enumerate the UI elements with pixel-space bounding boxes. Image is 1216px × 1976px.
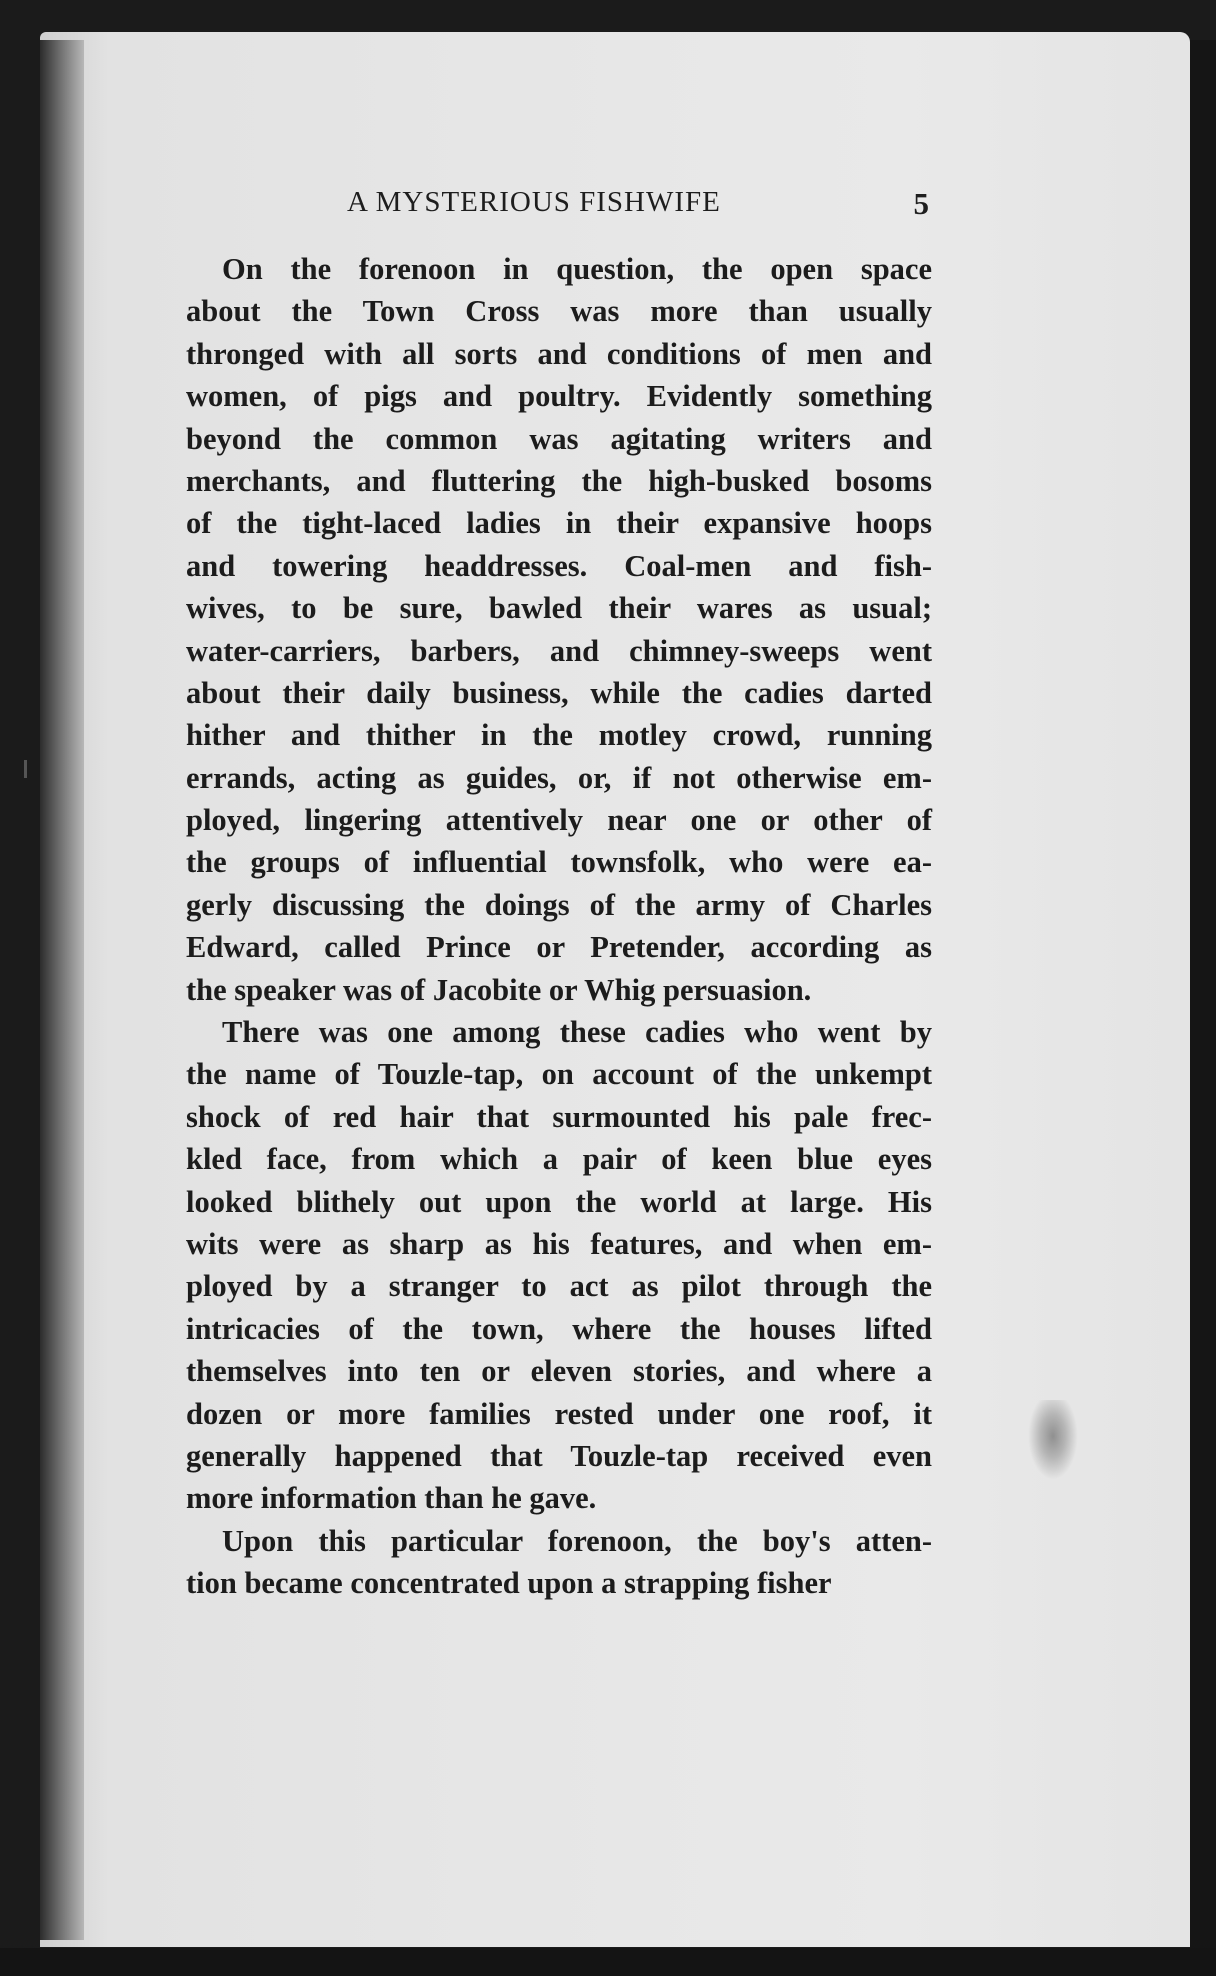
text-line: water-carriers, barbers, and chimney-sweeps went — [186, 633, 932, 668]
ink-smudge — [1028, 1400, 1078, 1480]
text-line: wives, to be sure, bawled their wares as usual; — [186, 591, 932, 626]
text-line: more information than he gave. — [186, 1481, 597, 1516]
text-line: generally happened that Touzle-tap received even — [186, 1438, 932, 1473]
text-line: and towering headdresses. Coal-men and fish- — [186, 548, 932, 583]
book-gutter — [40, 40, 84, 1940]
body-text — [186, 248, 932, 1605]
text-line: looked blithely out upon the world at large. His — [186, 1184, 932, 1219]
text-line: intricacies of the town, where the houses lifted — [186, 1311, 932, 1346]
paragraph — [186, 1520, 932, 1605]
scan-border-right — [1190, 40, 1216, 1976]
text-line: the name of Touzle-tap, on account of the unkempt — [186, 1057, 932, 1092]
running-head — [186, 186, 932, 230]
text-line: themselves into ten or eleven stories, and where a — [186, 1354, 932, 1389]
text-line: gerly discussing the doings of the army of Charles — [186, 887, 932, 922]
text-line: women, of pigs and poultry. Evidently something — [186, 379, 932, 414]
page-number: 5 — [913, 186, 930, 221]
text-line: of the tight-laced ladies in their expansive hoops — [186, 506, 932, 541]
text-line: the groups of influential townsfolk, who were ea- — [186, 845, 932, 880]
text-line: wits were as sharp as his features, and when em- — [186, 1226, 932, 1261]
text-line: shock of red hair that surmounted his pale frec- — [186, 1099, 932, 1134]
scan-border-bottom — [0, 1948, 1216, 1976]
paragraph — [186, 248, 932, 1011]
text-line: Edward, called Prince or Pretender, according as — [186, 930, 932, 965]
scan-mark — [24, 760, 27, 778]
running-head-title: A MYSTERIOUS FISHWIFE — [347, 186, 721, 218]
text-line: merchants, and fluttering the high-busked bosoms — [186, 463, 932, 498]
text-line: the speaker was of Jacobite or Whig persuasion. — [186, 972, 812, 1007]
text-line: tion became concentrated upon a strapping fisher — [186, 1566, 832, 1601]
text-line: beyond the common was agitating writers and — [186, 421, 932, 456]
text-line: dozen or more families rested under one roof, it — [186, 1396, 932, 1431]
text-line: thronged with all sorts and conditions of men and — [186, 336, 932, 371]
text-line: There was one among these cadies who went by — [222, 1015, 932, 1050]
text-line: ployed by a stranger to act as pilot through the — [186, 1269, 932, 1304]
paragraph — [186, 1011, 932, 1520]
text-line: ployed, lingering attentively near one or other of — [186, 803, 932, 838]
text-line: kled face, from which a pair of keen blue eyes — [186, 1142, 932, 1177]
text-line: hither and thither in the motley crowd, running — [186, 718, 932, 753]
text-line: Upon this particular forenoon, the boy's atten- — [222, 1523, 932, 1558]
text-line: about the Town Cross was more than usually — [186, 294, 932, 329]
text-line: about their daily business, while the cadies darted — [186, 675, 932, 710]
text-line: On the forenoon in question, the open space — [222, 252, 932, 286]
text-line: errands, acting as guides, or, if not otherwise em- — [186, 760, 932, 795]
